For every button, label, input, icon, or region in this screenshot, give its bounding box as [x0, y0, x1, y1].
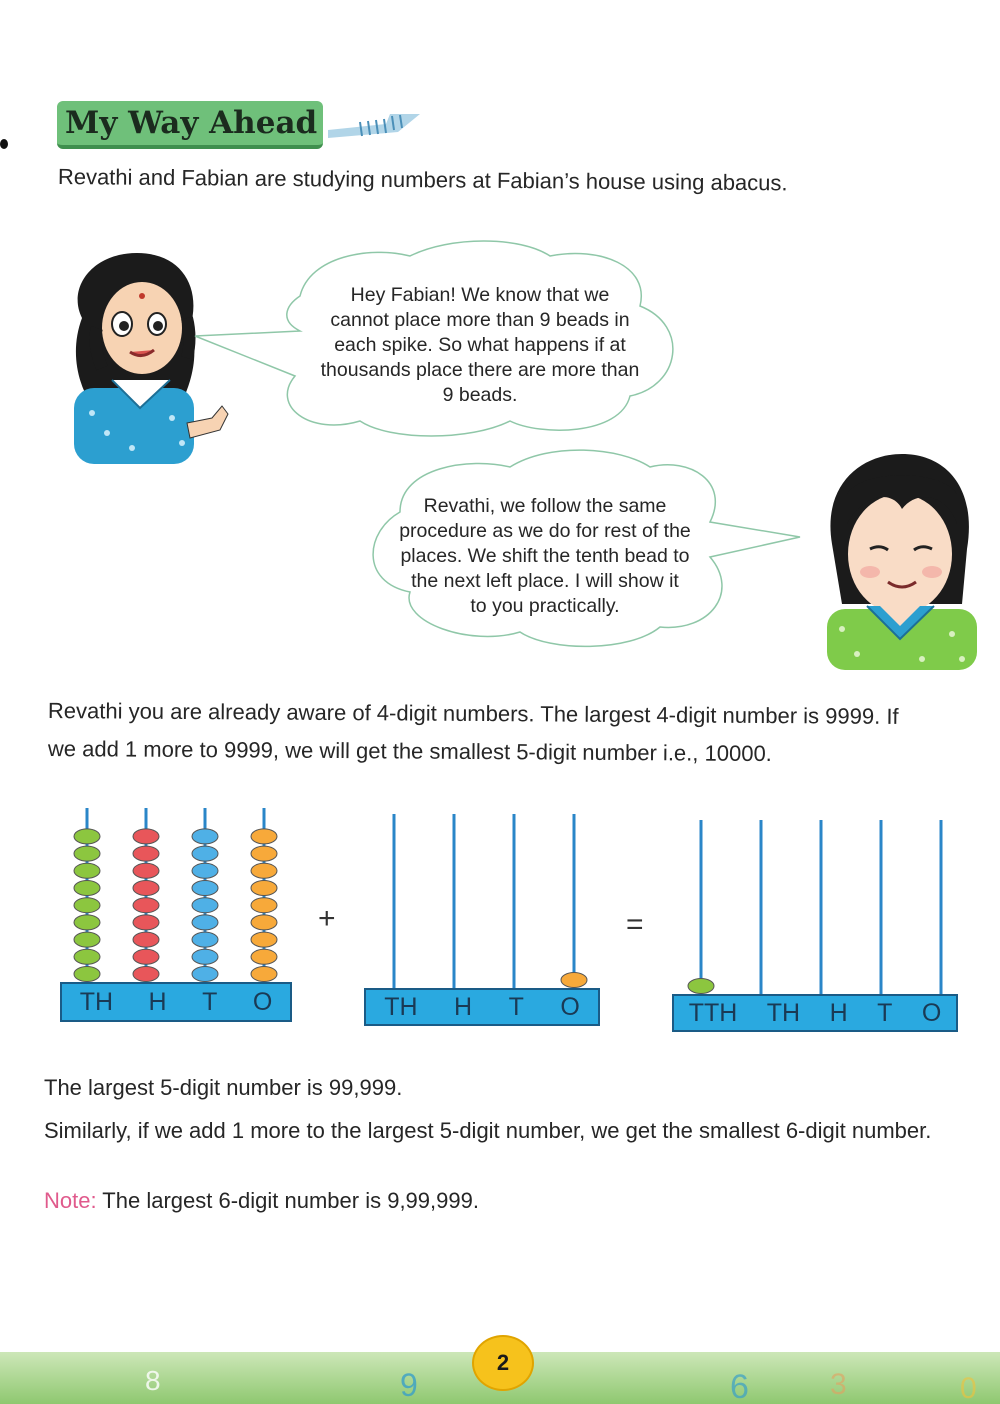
place-label: O	[560, 992, 580, 1021]
abacus-bead	[192, 967, 218, 982]
page-number: 2	[472, 1335, 534, 1391]
smallest-6-digit-text: Similarly, if we add 1 more to the largest 5-digit number, we get the smallest 6-digit number.	[44, 1118, 932, 1143]
heading-title: My Way Ahead	[65, 105, 318, 141]
abacus-one	[362, 812, 602, 1026]
note-text	[44, 1188, 479, 1214]
abacus-bead	[74, 829, 100, 844]
place-label: TH	[766, 998, 801, 1027]
abacus-bead	[251, 915, 277, 930]
svg-text:3: 3	[830, 1368, 847, 1401]
abacus-bead	[74, 863, 100, 878]
abacus-bead	[74, 898, 100, 913]
abacus-base	[672, 994, 958, 1032]
bubble-fabian-text	[380, 494, 710, 619]
abacus-bead	[133, 949, 159, 964]
abacus-bead	[561, 973, 587, 988]
abacus-bead	[133, 881, 159, 896]
abacus-bead	[192, 932, 218, 947]
place-label: O	[921, 998, 942, 1027]
abacus-bead	[688, 979, 714, 994]
svg-text:0: 0	[960, 1372, 977, 1404]
edge-mark	[0, 139, 8, 149]
abacus-bead	[74, 949, 100, 964]
largest-5-digit-text: The largest 5-digit number is 99,999.	[44, 1075, 403, 1100]
section-heading	[57, 101, 323, 149]
bubble-revathi-text	[300, 283, 660, 408]
bubble-revathi-line: cannot place more than 9 beads in	[330, 309, 630, 331]
abacus-base	[60, 982, 292, 1022]
place-label: TTH	[688, 998, 738, 1027]
bubble-fabian-line: to you practically.	[470, 595, 620, 617]
abacus-bead	[74, 846, 100, 861]
place-label: T	[202, 987, 218, 1016]
plus-sign: +	[318, 902, 336, 935]
abacus-bead	[251, 898, 277, 913]
abacus-bead	[133, 829, 159, 844]
abacus-base	[364, 988, 600, 1026]
equals-sign: =	[626, 908, 644, 941]
abacus-bead	[133, 915, 159, 930]
paragraph-line-1: Revathi you are already aware of 4-digit numbers. The largest 4-digit number is 9999. If	[47, 698, 899, 729]
bubble-revathi-line: 9 beads.	[442, 384, 518, 406]
paragraph-line-2: we add 1 more to 9999, we will get the smallest 5-digit number i.e., 10000.	[47, 736, 772, 767]
bubble-fabian-line: procedure as we do for rest of the	[399, 520, 691, 542]
place-label: O	[252, 987, 273, 1016]
abacus-rods	[670, 818, 960, 994]
place-label: H	[148, 987, 167, 1016]
svg-text:9: 9	[400, 1367, 418, 1403]
abacus-bead	[133, 967, 159, 982]
abacus-9999	[58, 806, 294, 1022]
abacus-bead	[251, 949, 277, 964]
abacus-bead	[192, 863, 218, 878]
abacus-bead	[251, 846, 277, 861]
abacus-bead	[74, 967, 100, 982]
abacus-bead	[192, 949, 218, 964]
place-label: TH	[384, 992, 418, 1021]
abacus-bead	[192, 898, 218, 913]
bubble-fabian-line: Revathi, we follow the same	[423, 495, 667, 517]
bubble-fabian-line: the next left place. I will show it	[411, 570, 679, 592]
abacus-bead	[133, 898, 159, 913]
abacus-bead	[251, 967, 277, 982]
abacus-rods	[58, 806, 294, 982]
abacus-bead	[251, 881, 277, 896]
place-label: T	[508, 992, 524, 1021]
place-label: H	[829, 998, 848, 1027]
note-label: Note:	[44, 1188, 97, 1213]
abacus-bead	[192, 846, 218, 861]
place-label: H	[454, 992, 473, 1021]
bubble-revathi-line: each spike. So what happens if at	[334, 334, 626, 356]
fabian-illustration	[822, 454, 977, 670]
svg-text:6: 6	[730, 1368, 749, 1404]
intro-text: Revathi and Fabian are studying numbers at Fabian’s house using abacus.	[57, 164, 788, 196]
abacus-bead	[192, 915, 218, 930]
place-label: T	[877, 998, 893, 1027]
abacus-bead	[251, 863, 277, 878]
abacus-bead	[133, 932, 159, 947]
abacus-bead	[251, 829, 277, 844]
note-body: The largest 6-digit number is 9,99,999.	[96, 1188, 479, 1213]
abacus-bead	[74, 915, 100, 930]
bubble-fabian-line: places. We shift the tenth bead to	[400, 545, 690, 567]
abacus-rods	[362, 812, 602, 988]
abacus-bead	[192, 881, 218, 896]
svg-text:8: 8	[145, 1365, 161, 1396]
abacus-bead	[251, 932, 277, 947]
abacus-bead	[74, 881, 100, 896]
abacus-bead	[74, 932, 100, 947]
abacus-bead	[133, 863, 159, 878]
bubble-revathi-line: thousands place there are more than	[320, 359, 640, 381]
abacus-10000	[670, 818, 960, 1032]
abacus-bead	[133, 846, 159, 861]
bubble-revathi-line: Hey Fabian! We know that we	[350, 284, 610, 306]
abacus-bead	[192, 829, 218, 844]
place-label: TH	[79, 987, 114, 1016]
arrow-decoration-icon	[326, 100, 426, 144]
